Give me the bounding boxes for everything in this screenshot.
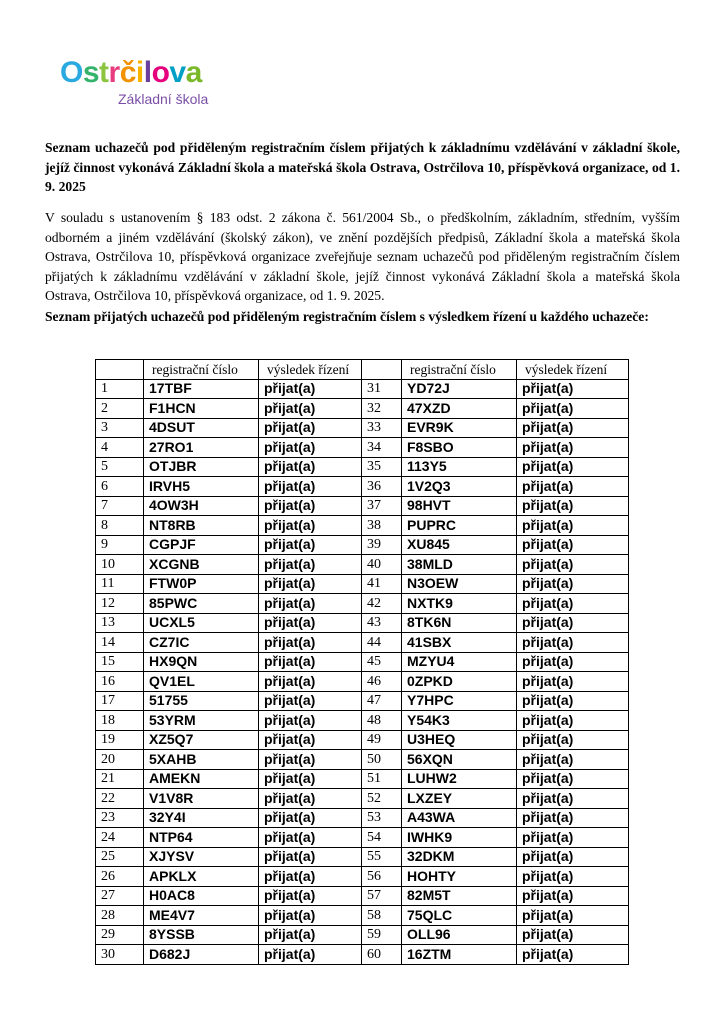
row-number: 57 bbox=[362, 886, 402, 906]
row-number: 22 bbox=[96, 789, 144, 809]
registration-number: F8SBO bbox=[402, 438, 517, 458]
table-row bbox=[96, 750, 629, 770]
registration-number: 5XAHB bbox=[144, 750, 259, 770]
row-number: 55 bbox=[362, 847, 402, 867]
result: přijat(a) bbox=[259, 906, 362, 926]
registration-number: CZ7IC bbox=[144, 633, 259, 653]
result: přijat(a) bbox=[259, 886, 362, 906]
result: přijat(a) bbox=[259, 672, 362, 692]
registration-number: XU845 bbox=[402, 535, 517, 555]
row-number: 1 bbox=[96, 379, 144, 399]
registration-number: 27RO1 bbox=[144, 438, 259, 458]
result: přijat(a) bbox=[517, 399, 629, 419]
document-title: Seznam uchazečů pod přiděleným registračním číslem přijatých k základnímu vzdělávání v základní škole, jejíž činnost vykonává Základní škola a mateřská škola Ostrava, Ostrčilova 10, příspěvková organizace, od 1. 9. 2025 bbox=[45, 140, 680, 194]
logo-letter-c-caron: č bbox=[119, 56, 136, 89]
row-number: 36 bbox=[362, 477, 402, 497]
result: přijat(a) bbox=[517, 789, 629, 809]
table-row bbox=[96, 886, 629, 906]
result: přijat(a) bbox=[259, 535, 362, 555]
result: přijat(a) bbox=[259, 691, 362, 711]
row-number: 14 bbox=[96, 633, 144, 653]
registration-number: 8YSSB bbox=[144, 925, 259, 945]
registration-number: 32DKM bbox=[402, 847, 517, 867]
row-number: 51 bbox=[362, 769, 402, 789]
registration-number: LUHW2 bbox=[402, 769, 517, 789]
result: přijat(a) bbox=[259, 477, 362, 497]
school-logo bbox=[60, 56, 208, 107]
registration-number: Y7HPC bbox=[402, 691, 517, 711]
result: přijat(a) bbox=[517, 594, 629, 614]
registration-number: 85PWC bbox=[144, 594, 259, 614]
result: přijat(a) bbox=[517, 496, 629, 516]
registration-number: NXTK9 bbox=[402, 594, 517, 614]
table-row bbox=[96, 789, 629, 809]
registration-number: Y54K3 bbox=[402, 711, 517, 731]
row-number: 48 bbox=[362, 711, 402, 731]
row-number: 31 bbox=[362, 379, 402, 399]
table-row bbox=[96, 847, 629, 867]
result: přijat(a) bbox=[259, 945, 362, 965]
intro-paragraph: V souladu s ustanovením § 183 odst. 2 zákona č. 561/2004 Sb., o předškolním, základním, středním, vyšším odborném a jiném vzdělávání (školský zákon), ve znění pozdějších předpisů, Základní škola a mateřská škola Ostrava, Ostrčilova 10, příspěvková organizace zveřejňuje seznam uchazečů pod přiděleným registračním číslem přijatých k základnímu vzdělávání v základní škole, jejíž činnost vykonává Základní škola a mateřská škola Ostrava, Ostrčilova 10, příspěvková organizace, od 1. 9. 2025. bbox=[45, 210, 680, 303]
row-number: 46 bbox=[362, 672, 402, 692]
result: přijat(a) bbox=[259, 399, 362, 419]
table-row bbox=[96, 555, 629, 575]
row-number: 30 bbox=[96, 945, 144, 965]
result: přijat(a) bbox=[259, 769, 362, 789]
registration-number: XZ5Q7 bbox=[144, 730, 259, 750]
registration-number: FTW0P bbox=[144, 574, 259, 594]
result: přijat(a) bbox=[517, 945, 629, 965]
row-number: 52 bbox=[362, 789, 402, 809]
logo-letter-s: s bbox=[82, 56, 100, 89]
registration-number: NT8RB bbox=[144, 516, 259, 536]
row-number: 58 bbox=[362, 906, 402, 926]
row-number: 25 bbox=[96, 847, 144, 867]
logo-wordmark bbox=[60, 56, 208, 90]
registration-number: PUPRC bbox=[402, 516, 517, 536]
header-number-2 bbox=[362, 360, 402, 380]
registration-number: A43WA bbox=[402, 808, 517, 828]
row-number: 54 bbox=[362, 828, 402, 848]
result: přijat(a) bbox=[517, 613, 629, 633]
row-number: 9 bbox=[96, 535, 144, 555]
table-row bbox=[96, 594, 629, 614]
row-number: 29 bbox=[96, 925, 144, 945]
header-registration-number-2: registrační číslo bbox=[402, 360, 517, 380]
registration-number: F1HCN bbox=[144, 399, 259, 419]
row-number: 50 bbox=[362, 750, 402, 770]
table-row bbox=[96, 945, 629, 965]
registration-number: V1V8R bbox=[144, 789, 259, 809]
result: přijat(a) bbox=[517, 516, 629, 536]
row-number: 38 bbox=[362, 516, 402, 536]
row-number: 28 bbox=[96, 906, 144, 926]
result: přijat(a) bbox=[259, 789, 362, 809]
row-number: 43 bbox=[362, 613, 402, 633]
row-number: 13 bbox=[96, 613, 144, 633]
result: přijat(a) bbox=[517, 652, 629, 672]
result: přijat(a) bbox=[517, 808, 629, 828]
registration-number: 113Y5 bbox=[402, 457, 517, 477]
registration-number: 51755 bbox=[144, 691, 259, 711]
registration-number: 16ZTM bbox=[402, 945, 517, 965]
row-number: 19 bbox=[96, 730, 144, 750]
header-number bbox=[96, 360, 144, 380]
result: přijat(a) bbox=[259, 867, 362, 887]
registration-number: YD72J bbox=[402, 379, 517, 399]
table-row bbox=[96, 535, 629, 555]
result: přijat(a) bbox=[259, 438, 362, 458]
row-number: 39 bbox=[362, 535, 402, 555]
registration-number: 0ZPKD bbox=[402, 672, 517, 692]
table-row bbox=[96, 399, 629, 419]
table-row bbox=[96, 769, 629, 789]
registration-number: 98HVT bbox=[402, 496, 517, 516]
result: přijat(a) bbox=[259, 828, 362, 848]
table-row bbox=[96, 867, 629, 887]
result: přijat(a) bbox=[517, 379, 629, 399]
registration-number: 8TK6N bbox=[402, 613, 517, 633]
registration-number: NTP64 bbox=[144, 828, 259, 848]
row-number: 27 bbox=[96, 886, 144, 906]
table-row bbox=[96, 379, 629, 399]
list-heading: Seznam přijatých uchazečů pod přiděleným registračním číslem s výsledkem řízení u každého uchazeče: bbox=[45, 309, 649, 324]
result: přijat(a) bbox=[517, 750, 629, 770]
result: přijat(a) bbox=[259, 418, 362, 438]
row-number: 16 bbox=[96, 672, 144, 692]
row-number: 21 bbox=[96, 769, 144, 789]
registration-number: XJYSV bbox=[144, 847, 259, 867]
row-number: 17 bbox=[96, 691, 144, 711]
result: přijat(a) bbox=[259, 750, 362, 770]
row-number: 49 bbox=[362, 730, 402, 750]
result: přijat(a) bbox=[517, 477, 629, 497]
result: přijat(a) bbox=[259, 711, 362, 731]
logo-letter-l: l bbox=[143, 56, 152, 89]
table-row bbox=[96, 906, 629, 926]
row-number: 24 bbox=[96, 828, 144, 848]
registration-number: CGPJF bbox=[144, 535, 259, 555]
row-number: 3 bbox=[96, 418, 144, 438]
row-number: 26 bbox=[96, 867, 144, 887]
registration-number: 47XZD bbox=[402, 399, 517, 419]
registration-number: 41SBX bbox=[402, 633, 517, 653]
registration-number: QV1EL bbox=[144, 672, 259, 692]
result: přijat(a) bbox=[259, 925, 362, 945]
registration-number: HOHTY bbox=[402, 867, 517, 887]
result: přijat(a) bbox=[259, 516, 362, 536]
row-number: 41 bbox=[362, 574, 402, 594]
registration-number: 53YRM bbox=[144, 711, 259, 731]
row-number: 10 bbox=[96, 555, 144, 575]
table-row bbox=[96, 691, 629, 711]
result: přijat(a) bbox=[517, 574, 629, 594]
row-number: 23 bbox=[96, 808, 144, 828]
result: přijat(a) bbox=[259, 379, 362, 399]
result: přijat(a) bbox=[259, 457, 362, 477]
registration-number: IRVH5 bbox=[144, 477, 259, 497]
registration-number: XCGNB bbox=[144, 555, 259, 575]
table-row bbox=[96, 496, 629, 516]
row-number: 8 bbox=[96, 516, 144, 536]
row-number: 40 bbox=[362, 555, 402, 575]
table-row bbox=[96, 477, 629, 497]
row-number: 53 bbox=[362, 808, 402, 828]
row-number: 20 bbox=[96, 750, 144, 770]
registration-number: EVR9K bbox=[402, 418, 517, 438]
row-number: 11 bbox=[96, 574, 144, 594]
result: přijat(a) bbox=[517, 769, 629, 789]
row-number: 33 bbox=[362, 418, 402, 438]
row-number: 44 bbox=[362, 633, 402, 653]
table-row bbox=[96, 418, 629, 438]
registration-number: 1V2Q3 bbox=[402, 477, 517, 497]
row-number: 2 bbox=[96, 399, 144, 419]
row-number: 34 bbox=[362, 438, 402, 458]
logo-letter-v: v bbox=[169, 56, 186, 89]
result: přijat(a) bbox=[259, 730, 362, 750]
logo-subtitle: Základní škola bbox=[118, 91, 209, 107]
result: přijat(a) bbox=[517, 906, 629, 926]
result: přijat(a) bbox=[517, 555, 629, 575]
result: přijat(a) bbox=[517, 925, 629, 945]
result: přijat(a) bbox=[517, 535, 629, 555]
row-number: 15 bbox=[96, 652, 144, 672]
admission-table bbox=[95, 359, 629, 965]
registration-number: IWHK9 bbox=[402, 828, 517, 848]
logo-letter-i: i bbox=[135, 56, 144, 89]
registration-number: MZYU4 bbox=[402, 652, 517, 672]
row-number: 4 bbox=[96, 438, 144, 458]
row-number: 59 bbox=[362, 925, 402, 945]
registration-number: 56XQN bbox=[402, 750, 517, 770]
registration-number: OTJBR bbox=[144, 457, 259, 477]
registration-number: D682J bbox=[144, 945, 259, 965]
table-row bbox=[96, 730, 629, 750]
result: přijat(a) bbox=[259, 555, 362, 575]
result: přijat(a) bbox=[259, 574, 362, 594]
result: přijat(a) bbox=[517, 672, 629, 692]
logo-letter-o2: o bbox=[151, 56, 170, 89]
logo-letter-t: t bbox=[99, 56, 109, 89]
row-number: 56 bbox=[362, 867, 402, 887]
logo-letter-a: a bbox=[185, 56, 202, 89]
registration-number: UCXL5 bbox=[144, 613, 259, 633]
result: přijat(a) bbox=[517, 457, 629, 477]
registration-number: 38MLD bbox=[402, 555, 517, 575]
result: přijat(a) bbox=[517, 418, 629, 438]
header-result: výsledek řízení bbox=[259, 360, 362, 380]
result: přijat(a) bbox=[259, 594, 362, 614]
registration-number: ME4V7 bbox=[144, 906, 259, 926]
registration-number: 4DSUT bbox=[144, 418, 259, 438]
registration-number: 82M5T bbox=[402, 886, 517, 906]
table-row bbox=[96, 574, 629, 594]
header-registration-number: registrační číslo bbox=[144, 360, 259, 380]
table-row bbox=[96, 633, 629, 653]
registration-number: AMEKN bbox=[144, 769, 259, 789]
row-number: 12 bbox=[96, 594, 144, 614]
row-number: 60 bbox=[362, 945, 402, 965]
registration-number: HX9QN bbox=[144, 652, 259, 672]
row-number: 18 bbox=[96, 711, 144, 731]
result: přijat(a) bbox=[259, 633, 362, 653]
result: přijat(a) bbox=[259, 808, 362, 828]
table-row bbox=[96, 438, 629, 458]
table-row bbox=[96, 613, 629, 633]
result: přijat(a) bbox=[517, 711, 629, 731]
result: přijat(a) bbox=[517, 633, 629, 653]
row-number: 42 bbox=[362, 594, 402, 614]
table-row bbox=[96, 711, 629, 731]
row-number: 37 bbox=[362, 496, 402, 516]
registration-number: 4OW3H bbox=[144, 496, 259, 516]
row-number: 32 bbox=[362, 399, 402, 419]
table-row bbox=[96, 652, 629, 672]
result: přijat(a) bbox=[517, 691, 629, 711]
registration-number: H0AC8 bbox=[144, 886, 259, 906]
result: přijat(a) bbox=[517, 438, 629, 458]
row-number: 7 bbox=[96, 496, 144, 516]
registration-number: LXZEY bbox=[402, 789, 517, 809]
registration-number: 32Y4I bbox=[144, 808, 259, 828]
registration-number: N3OEW bbox=[402, 574, 517, 594]
table-header-row bbox=[96, 360, 629, 380]
logo-letter-o: O bbox=[60, 56, 83, 89]
registration-number: APKLX bbox=[144, 867, 259, 887]
result: přijat(a) bbox=[259, 652, 362, 672]
table-row bbox=[96, 828, 629, 848]
table-row bbox=[96, 808, 629, 828]
registration-number: OLL96 bbox=[402, 925, 517, 945]
result: přijat(a) bbox=[517, 867, 629, 887]
row-number: 47 bbox=[362, 691, 402, 711]
registration-number: U3HEQ bbox=[402, 730, 517, 750]
result: přijat(a) bbox=[517, 730, 629, 750]
row-number: 35 bbox=[362, 457, 402, 477]
result: přijat(a) bbox=[259, 496, 362, 516]
row-number: 6 bbox=[96, 477, 144, 497]
registration-number: 17TBF bbox=[144, 379, 259, 399]
table-row bbox=[96, 672, 629, 692]
logo-letter-r: r bbox=[108, 56, 120, 89]
result: přijat(a) bbox=[259, 847, 362, 867]
table-row bbox=[96, 457, 629, 477]
registration-number: 75QLC bbox=[402, 906, 517, 926]
result: přijat(a) bbox=[517, 886, 629, 906]
header-result-2: výsledek řízení bbox=[517, 360, 629, 380]
table-row bbox=[96, 925, 629, 945]
result: přijat(a) bbox=[259, 613, 362, 633]
result: přijat(a) bbox=[517, 847, 629, 867]
table-row bbox=[96, 516, 629, 536]
row-number: 45 bbox=[362, 652, 402, 672]
result: přijat(a) bbox=[517, 828, 629, 848]
row-number: 5 bbox=[96, 457, 144, 477]
